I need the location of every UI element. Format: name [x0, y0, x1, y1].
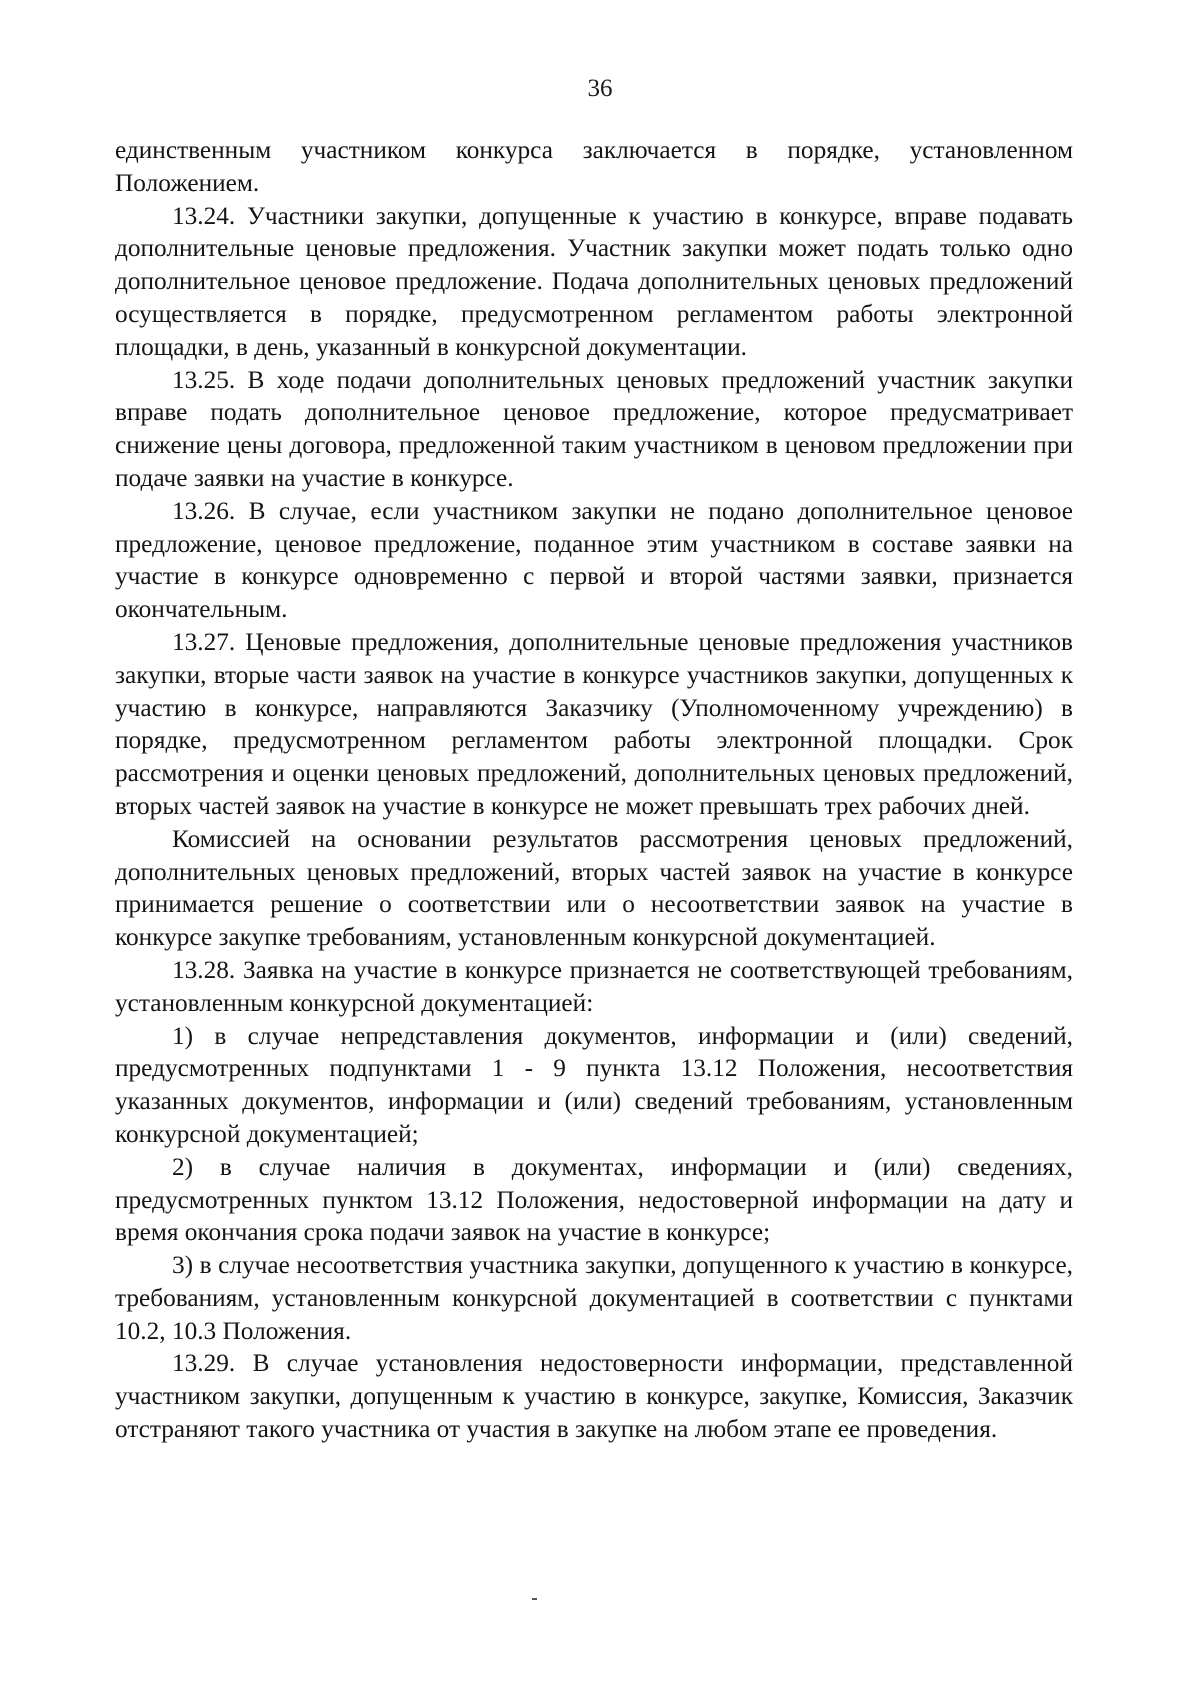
paragraph-commission-decision: Комиссией на основании результатов рассмотрения ценовых предложений, дополнительных ценовых предложений, вторых частей заявок на участие в конкурсе принимается решение о соответствии или о несоответствии заявок на участие в конкурсе закупке требованиям, установленным конкурсной документацией.: [115, 824, 1073, 952]
scan-mark: [532, 1598, 537, 1600]
page-number: 36: [587, 75, 613, 102]
list-item-1: 1) в случае непредставления документов, информации и (или) сведений, предусмотренных подпунктами 1 - 9 пункта 13.12 Положения, несоответствия указанных документов, информации и (или) сведений требованиям, установленным конкурсной документацией;: [115, 1021, 1073, 1148]
list-item-2: 2) в случае наличия в документах, информации и (или) сведениях, предусмотренных пунктом 13.12 Положения, недостоверной информации на дату и время окончания срока подачи заявок на участие в конкурсе;: [115, 1152, 1073, 1247]
paragraph-13-25: 13.25. В ходе подачи дополнительных ценовых предложений участник закупки вправе подать дополнительное ценовое предложение, которое предусматривает снижение цены договора, предложенной таким участником в ценовом предложении при подаче заявки на участие в конкурсе.: [115, 365, 1073, 492]
paragraph-13-28: 13.28. Заявка на участие в конкурсе признается не соответствующей требованиям, установленным конкурсной документацией:: [115, 955, 1073, 1017]
paragraph-13-27: 13.27. Ценовые предложения, дополнительные ценовые предложения участников закупки, вторые части заявок на участие в конкурсе участников закупки, допущенных к участию в конкурсе, направляются Заказчику (Уполномоченному учреждению) в порядке, предусмотренном регламентом работы электронной площадки. Срок рассмотрения и оценки ценовых предложений, дополнительных ценовых предложений, вторых частей заявок на участие в конкурсе не может превышать трех рабочих дней.: [115, 627, 1073, 820]
paragraph-13-24: 13.24. Участники закупки, допущенные к участию в конкурсе, вправе подавать дополнительные ценовые предложения. Участник закупки может подать только одно дополнительное ценовое предложение. Подача дополнительных ценовых предложений осуществляется в порядке, предусмотренном регламентом работы электронной площадки, в день, указанный в конкурсной документации.: [115, 201, 1073, 361]
list-item-3: 3) в случае несоответствия участника закупки, допущенного к участию в конкурсе, требованиям, установленным конкурсной документацией в соответствии с пунктами 10.2, 10.3 Положения.: [115, 1251, 1073, 1345]
paragraph-continuation: единственным участником конкурса заключается в порядке, установленном Положением.: [115, 136, 1073, 197]
paragraph-13-26: 13.26. В случае, если участником закупки не подано дополнительное ценовое предложение, ценовое предложение, поданное этим участником в составе заявки на участие в конкурсе одновременно с первой и второй частями заявки, признается окончательным.: [115, 496, 1073, 624]
paragraph-13-29: 13.29. В случае установления недостоверности информации, представленной участником закупки, допущенным к участию в конкурсе, закупке, Комиссия, Заказчик отстраняют такого участника от участия в закупке на любом этапе ее проведения.: [115, 1349, 1073, 1444]
document-body: [115, 134, 1073, 1446]
